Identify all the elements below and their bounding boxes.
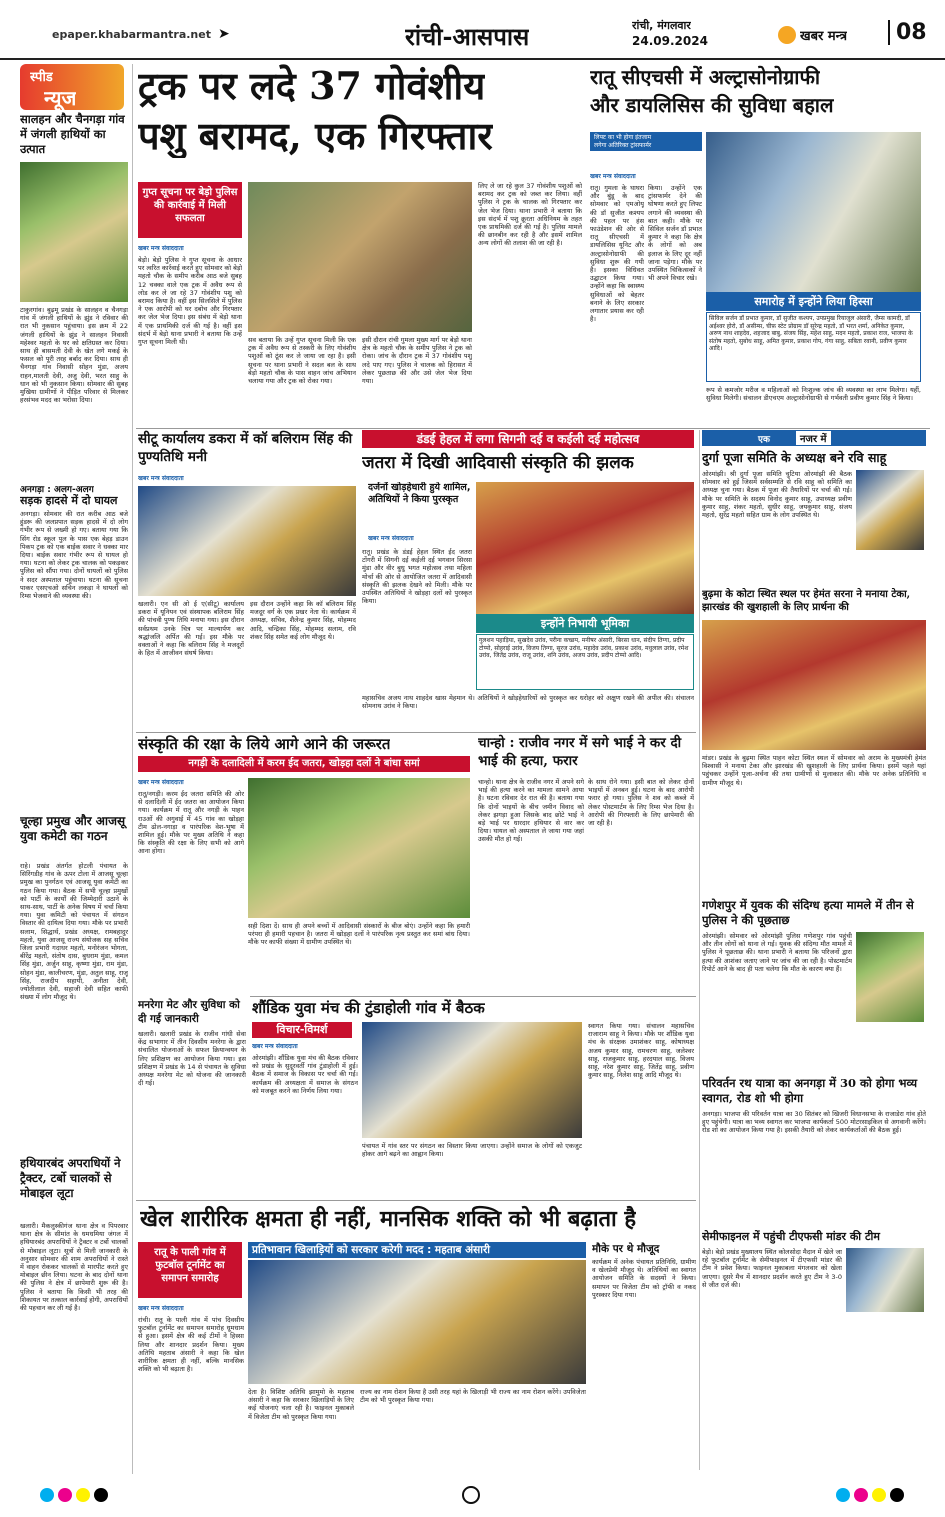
situ-photo bbox=[138, 486, 356, 596]
lead-story bbox=[136, 62, 584, 426]
lead-text-a: बेड़ो। बेड़ो पुलिस ने गुप्त सूचना के आधार पर त्वरित कार्रवाई करते हुए सोमवार को बेड़ो महतो चौक के समीप करीब आठ बजे सुबह 12 चक्का वाले एक ट्रक में अवैध रूप से लोड कर ले जा रहे 37 गोवंशीय पशु को बरामद किया है। वहीं इस सिलसिले में पुलिस ने एक आरोपी को घर दबोच और गिरफ्तार कर जेल भेज दिया। इस संबंध में बेड़ो थाना में एक प्राथमिकी दर्ज की गई है। वहीं इस संदर्भ में बेड़ो थाना प्रभारी ने बताया कि उन्हें गुप्त सूचना मिली थी। bbox=[138, 256, 242, 347]
karam-text-b: सही दिशा दें। साथ ही अपने बच्चों में आदिवासी संस्कारों के बीज बोएं। उन्होंने कहा कि हमारी परंपरा ही हमारी पहचान है। जतरा में खोड़हा दलों ने पारंपरिक नृत्य प्रस्तुत कर समां बांध दिया। मौके पर काफी संख्या में ग्रामीण उपस्थित थे। bbox=[248, 922, 470, 947]
left-story3-title: चूल्हा प्रमुख और आजसू युवा कमेटी का गठन bbox=[20, 814, 126, 843]
shaundik-headline: शौंडिक युवा मंच की टुंडाहोली गांव में बैठक bbox=[252, 999, 485, 1017]
row1-divider bbox=[136, 428, 930, 429]
cursor-icon: ➤ bbox=[218, 26, 230, 42]
chc-story bbox=[590, 64, 925, 426]
chc-text-b: किया। उन्होंने एक ट्रांसफार्मर देने की घोषणा करते हुए लिफ्ट लगाने की व्यवस्था की बात कही। मौके पर सिविल सर्जन डॉ प्रभात कुमार ने कहा कि क्षेत्र के लोगों को अब इलाज के लिए दूर नहीं जाना पड़ेगा। मौके पर उपस्थित चिकित्सकों ने भी अपने विचार रखे। bbox=[648, 184, 702, 283]
sports-kicker: रातू के पाली गांव में फुटबॉल टूर्नामेंट का समापन समारोह bbox=[138, 1242, 242, 1298]
lead-byline: खबर मन्त्र संवाददाता bbox=[138, 245, 184, 252]
lead-text-b: सव बताया कि उन्हें गुप्त सूचना मिली कि एक ट्रक में अवैध रूप से तस्करी के लिए गोवंशीय पशुओं को ठूंस कर ले जाया जा रहा है। इसी सूचना पर थाना प्रभारी ने सदल बल के साथ बेड़ो महतो चौक के पास वाहन जांच अभियान चलाया गया और ट्रक को रोका गया। bbox=[248, 336, 356, 386]
jatra-top-banner: डंडई हेहल में लगा सिगनी दई व कईली दई महोत्सव bbox=[362, 430, 694, 448]
lead-photo bbox=[248, 182, 472, 332]
sports-byline: खबर मन्त्र संवाददाता bbox=[138, 1305, 184, 1312]
sports-support-banner: प्रतिभावान खिलाड़ियों को सरकार करेगी मदद : महताब अंसारी bbox=[248, 1242, 586, 1258]
color-dot bbox=[76, 1488, 90, 1502]
chc-photo bbox=[706, 132, 921, 292]
jatra-byline: खबर मन्त्र संवाददाता bbox=[368, 535, 414, 542]
section-title: रांची-आसपास bbox=[405, 22, 530, 51]
nazar-tag2: नजर में bbox=[796, 431, 831, 445]
speed-badge-line1: स्पीड bbox=[30, 70, 53, 85]
lead-headline-2: पशु बरामद, एक गिरफ्तार bbox=[138, 114, 493, 158]
sports-text-c: राज्य का नाम रोशन किया है उसी तरह यहां के खिलाड़ी भी राज्य का नाम रोशन करेंगे। उपविजेता टीम को भी पुरस्कृत किया गया। bbox=[360, 1388, 586, 1405]
karam-byline: खबर मन्त्र संवाददाता bbox=[138, 779, 184, 786]
chc-names: सिविल सर्जन डॉ प्रभात कुमार, डॉ सुजीत कश्यप, उपप्रमुख रियाजुल अंसारी, जैम्स कामदी, डॉ अईश्वर होरो, डॉ असीम्स, चीफ़ स्टेट प्रोग्राम डॉ सुरेन्द्र महतो, डॉ भरत शर्मा, अनिकेत कुमार, अरुण नाथ शाहदेव, शहजाद बाबु, संजय सिंह, महेश साहु, मदन महतो, प्रकाश राज, भाजपा के संतोष महतो, सुबोध साहू, अमित कुमार, प्रकाश गोप, गंगा साहु, सबिता रवानी, प्रवीण कुमार आदि। bbox=[706, 312, 921, 382]
karam-photo bbox=[248, 778, 470, 918]
chc-headline-2: और डायलिसिस की सुविधा बहाल bbox=[590, 93, 834, 117]
situ-byline: खबर मन्त्र संवाददाता bbox=[138, 475, 184, 482]
sports-headline: खेल शारीरिक क्षमता ही नहीं, मानसिक शक्ति को भी बढ़ाता है bbox=[140, 1206, 637, 1232]
chc-headline-1: रातू सीएचसी में अल्ट्रासोनोग्राफी bbox=[590, 65, 821, 89]
situ-story bbox=[136, 430, 358, 730]
lead-text-d: लिए ले जा रहे कुल 37 गोवंशीय पशुओं को बरामद कर ट्रक को जब्त कर लिया। वहीं पुलिस ने ट्रक के चालक को गिरफ्तार कर जेल भेज दिया। थाना प्रभारी ने बताया कि इस संदर्भ में पशु क्रूरता अधिनियम के तहत एक प्राथमिकी दर्ज की गई है। पुलिस मामले की छानबीन कर रही है और इसमें शामिल अन्य लोगों की तलाश की जा रही है। bbox=[478, 182, 582, 248]
manrega-story bbox=[136, 998, 246, 1198]
sports-text-a: रांची। रातू के पाली गांव में पांच दिवसीय फुटबॉल टूर्नामेंट का समापन समारोह धूमधाम से हुआ। इसमें क्षेत्र की कई टीमों ने हिस्सा लिया और शानदार प्रदर्शन किया। मुख्य अतिथि महताब अंसारी ने कहा कि खेल शारीरिक क्षमता ही नहीं, बल्कि मानसिक शक्ति को भी बढ़ाता है। bbox=[138, 1316, 244, 1374]
left-story1-text: टाकुरगांव। बुढ़मू प्रखंड के सालहन व चैनगड़ा गांव में जंगली हाथियों के झुंड ने रविवार की रात भी नुकसान पहुंचाया। इस क्रम में 22 जंगली हाथियों के झुंड ने सालहन निवासी महेश्वर महतो के घर को क्षतिग्रस्त कर दिया। साथ ही बासमती देवी के खेत लगे मकई के फसल को पूरी तरह बर्बाद कर दिया। साथ ही चैनगड़ा गांव निवासी सोहन मुंडा, अजय राहन,मालती देवी, अजु देवी, भरत साहु के धान को भी नुकसान किया। सोमवार की सुबह मुखिया ग्रामीणों ने पीड़ित परिवार से मिलकर हरसंभव मदद का भरोसा दिया। bbox=[20, 306, 128, 405]
left-story2-kicker: अनगड़ा : अलग-अलग bbox=[20, 485, 94, 495]
row4-divider bbox=[136, 1200, 696, 1201]
nazar-tag-bar bbox=[702, 430, 926, 446]
situ-headline: सीटू कार्यालय डकरा में कॉ बलिराम सिंह की पुण्यतिथि मनी bbox=[138, 431, 353, 465]
shaundik-story bbox=[250, 998, 696, 1198]
color-dot bbox=[854, 1488, 868, 1502]
nazar-s1-title: दुर्गा पूजा समिति के अध्यक्ष बने रवि साहू bbox=[702, 450, 887, 465]
nazar-s3-text: ओरमांझी। सोमवार को ओरमांझी पुलिस गणेशपुर गांव पहुंची और तीन लोगों को थाना ले गई। युवक की संदिग्ध मौत मामले में पुलिस ने पूछताछ की। थाना प्रभारी ने बताया कि परिजनों द्वारा हत्या की आशंका जताए जाने पर जांच की जा रही है। पोस्टमार्टम रिपोर्ट आने के बाद ही पता चलेगा कि मौत के कारण क्या हैं। bbox=[702, 932, 852, 973]
brand-logo-icon bbox=[778, 26, 796, 44]
jatra-text-b: महासचिव अजय नाथ शाहदेव खास मेहमान थे। अतिथियों ने खोड़हेधारियों को पुरस्कृत कर धरोहर को अक्षुण रखने की अपील की। संचालन सोमनाथ उरांव ने किया। bbox=[362, 694, 694, 711]
opinion-tag: विचार-विमर्श bbox=[252, 1022, 352, 1038]
lead-headline-1: ट्रक पर लदे 37 गोवंशीय bbox=[138, 64, 486, 108]
chc-byline: खबर मन्त्र संवाददाता bbox=[590, 173, 636, 180]
chc-bullet-2: लगेगा अतिरिक्त ट्रांसफार्मर bbox=[594, 141, 652, 149]
sports-side-title: मौके पर थे मौजूद bbox=[592, 1243, 660, 1255]
jatra-story bbox=[362, 430, 696, 730]
situ-text-b: इस दौरान उन्होंने कहा कि कॉ बलिराम सिंह मजदूर वर्ग के एक प्रखर नेता थे। कार्यक्रम में अध्यक्ष, सचिव, शैलेन्द्र कुमार सिंह, मोहम्मद आदि, चन्द्रिका सिंह, मोहम्मद सलाम, रवि शंकर सिंह समेत कई लोग मौजूद थे। bbox=[250, 600, 356, 641]
karam-headline: संस्कृति की रक्षा के लिये आगे आने की जरूरत bbox=[138, 735, 391, 753]
karam-text-a: रातू/नगड़ी। करम ईद जतरा समिति की ओर से दलादिली में ईद जतरा का आयोजन किया गया। कार्यक्रम में रातू और नगड़ी के पाहन राउओं की अगुवाई में 45 गांव का खोड़हा टीम ढोल-नगाड़ा व पारंपरिक वेश-भूषा में शामिल हुई। मौके पर मुख्य अतिथि ने कहा कि संस्कृति की रक्षा के लिए सभी को आगे आना होगा। bbox=[138, 790, 244, 856]
sports-text-b: देता है। विशिष्ट अतिथि झामुमो के महताब अंसारी ने कहा कि सरकार खिलाड़ियों के लिए कई योजनाएं चला रही है। फाइनल मुकाबले में विजेता टीम को पुरस्कृत किया गया। bbox=[248, 1388, 354, 1421]
nazar-s4-text: अनगड़ा। भाजपा की परिवर्तन यात्रा का 30 सितंबर को खिजरी विधानसभा के राजाडेरा गांव होते हुए पहुंचेगी। यात्रा का भव्य स्वागत कर भाजपा कार्यकर्ता 500 मोटरसाइकिल से अगवानी करेंगे। रोड शो का आयोजन किया गया है। इसकी तैयारी को लेकर कार्यकर्ताओं की बैठक हुई। bbox=[702, 1110, 926, 1135]
nazar-s2-photo bbox=[702, 620, 926, 750]
left-story2-text: अनगड़ा। सोमवार की रात करीब आठ बजे हुंडरू की जलप्रपात सड़क हादसे में दो लोग गंभीर रूप से जख्मी हो गए। बताया गया कि सिंग रोड स्कूल पुल के पास एक बेहड़ डाउन पिकप ट्रक को एक बाईक सवार ने धक्का मार दिया। बाईक सवार गंभीर रूप से घायल हो गया। घटना को लेकर ट्रक चालक को पकड़कर पुलिस को सौंपा गया। दोनों घायलों को पुलिस ने सदर अस्पताल पहुंचाया। घटना की सूचना पाकर एसएचओ सचिन लकड़ा ने घायलों को रिम्स भेजवाने की व्यवस्था की। bbox=[20, 510, 128, 601]
chc-bullet-1: लिफ्ट का भी होगा इंतजाम bbox=[594, 134, 652, 141]
shaundik-text-a: ओरमांझी। शौंडिक युवा मंच की बैठक रविवार को प्रखंड के सुदूरवर्ती गांव टुंडाहोली में हुई। बैठक में समाज के विकास पर चर्चा की गई। कार्यक्रम की अध्यक्षता में समाज के संगठन को मजबूत करने का निर्णय लिया गया। bbox=[252, 1054, 358, 1095]
color-dot bbox=[94, 1488, 108, 1502]
registration-mark-icon bbox=[462, 1486, 480, 1504]
nazar-s2-title: बुढ़मा के कोटा स्थित स्थल पर हेमंत सरना ने मनाया टेका, झारखंड की खुशहाली के लिए प्रार्थना की bbox=[702, 589, 911, 613]
chanho-story bbox=[476, 734, 696, 996]
shaundik-byline: खबर मन्त्र संवाददाता bbox=[252, 1043, 298, 1050]
jatra-names: गुलशन पहाड़िया, सुखदेव उरांव, परीना कच्छप, मनीषर अंसारी, बिरसा धान, संदीप तिग्गा, प्रदीप टोप्पो, सोहराई उरांव, विजय तिग्गा, सूरज उरांव, महादेव उरांव, प्रकाश उरांव, मधुलाल उरांव, रमेश उरांव, जितेंद्र उरांव, राजू उरांव, शनि उरांव, अजय उरांव, प्रदीप टोप्पो आदि। bbox=[476, 634, 694, 690]
row2-divider bbox=[136, 732, 696, 733]
chc-photo-caption: समारोह में इन्होंने लिया हिस्सा bbox=[706, 292, 921, 311]
nazar-s1-text: ओरमांझी। श्री दुर्गा पूजा समिति चुटिया ओरमांझी की बैठक सोमवार को हुई जिसमें सर्वसम्मति से रवि साहू को समिति का अध्यक्ष चुना गया। बैठक में पूजा की तैयारियों पर चर्चा की गई। मौके पर समिति के सदस्य विनोद कुमार साहू, उपाध्यक्ष प्रवीण कुमार साहू, शंकर महतो, सुधीर साहू, जयकुमार साहू, संजय महतो, सुरेंद्र महतो सहित ग्राम के लोग उपस्थित थे। bbox=[702, 470, 852, 520]
left-story4-text: खलारी। मैकलुस्कीगंज थाना क्षेत्र व पिपरवार थाना क्षेत्र के सीमांत के धमधमिया जंगल में हथियारबंद अपराधियों ने ट्रैक्टर व टर्बो चालकों से मोबाइल लूटा। सूत्रों से मिली जानकारी के अनुसार सोमवार की शाम अपराधियों ने रास्ते में वाहन रोककर चालकों से मारपीट करते हुए मोबाइल छीन लिया। घटना के बाद दोनों थाना की पुलिस ने क्षेत्र में छापेमारी शुरू की है। पुलिस ने बताया कि किसी भी तरह की शिकायत पर तत्काल कार्रवाई होगी, अपराधियों की पहचान कर ली गई है। bbox=[20, 1222, 128, 1313]
nazar-s5-title: सेमीफाइनल में पहुंची टीएफसी मांडर की टीम bbox=[702, 1230, 880, 1243]
sports-photo bbox=[248, 1260, 586, 1384]
chanho-text-a: चान्हो। थाना क्षेत्र के राजीव नगर में अपने सगे भाई की हत्या करने का मामला सामने आया है। घटना रविवार देर रात की है। बताया गया कि दोनों भाइयों के बीच जमीन विवाद को लेकर झगड़ा हुआ जिसके बाद छोटे भाई ने बड़े भाई पर धारदार हथियार से वार कर दिया। घायल को अस्पताल ले जाया गया जहां उसकी मौत हो गई। bbox=[478, 778, 584, 844]
nazar-s1-portrait bbox=[856, 470, 924, 550]
speed-badge-line2: न्यूज bbox=[44, 86, 77, 110]
footer-color-marks bbox=[0, 1478, 945, 1517]
left-story2-title: सड़क हादसे में दो घायल bbox=[20, 494, 118, 507]
shaundik-text-c: स्वागत किया गया। संचालन महासचिव राजाराम साहू ने किया। मौके पर शौंडिक युवा मंच के संरक्षक उमाशंकर साहू, कोषाध्यक्ष अजय कुमार साहू, रामचरण साहू, जलेश्वर साहू, राजकुमार साहू, हरदयाल साहू, विजय साहू, नरेश कुमार साहू, जितेंद्र साहू, प्रवीण कुमार साहू, निलेश साहू आदि मौजूद थे। bbox=[588, 1022, 694, 1080]
color-dot bbox=[890, 1488, 904, 1502]
chanho-headline: चान्हो : राजीव नगर में सगे भाई ने कर दी भाई की हत्या, फरार bbox=[478, 735, 682, 769]
jatra-headline: जतरा में दिखी आदिवासी संस्कृति की झलक bbox=[362, 453, 634, 473]
jatra-kicker: दर्जनों खोड़हेधारी हुये शामिल, अतिथियों ने किया पुरस्कृत bbox=[368, 482, 471, 505]
situ-text-a: खलारी। एन सी ओ ई ए(सीटू) कार्यालय डकरा में यूनियन एवं संस्थापक बलिराम सिंह की पांचवी पुण्य तिथि मनाया गया। इस दौरान सर्वप्रथम उनके चित्र पर माल्यार्पण कर श्रद्धांजलि अर्पित की गई। इस मौके पर वक्ताओं ने कहा कि बलिराम सिंह ने मजदूरों के हित में आजीवन संघर्ष किया। bbox=[138, 600, 244, 658]
nazar-s4-title: परिवर्तन रथ यात्रा का अनगड़ा में 30 को होगा भव्य स्वागत, रोड शो भी होगा bbox=[702, 1076, 918, 1105]
sports-story bbox=[136, 1202, 696, 1472]
chc-text-c: रूप से कमजोर मरीज व महिलाओं को निःशुल्क जांच की व्यवस्था का लाभ मिलेगा। यहीं, सुविधा मिलेगी। संचालन डीएचएम अल्ट्रासोनोग्राफी से गर्भवती प्रवीण कुमार सिंह ने किया। bbox=[706, 386, 921, 403]
place-day: रांची, मंगलवार bbox=[632, 19, 691, 32]
shaundik-text-b: पंचायत में गांव स्तर पर संगठन का विस्तार किया जाएगा। उन्होंने समाज के लोगों को एकजुट होकर आगे बढ़ने का आह्वान किया। bbox=[362, 1142, 582, 1159]
jatra-text-a: रातू। प्रखंड के डंडई हेहल स्थित ईद जतरा टोंगरी में सिगनी दई कईली दई भगवान सिरसा मुंडा और वीर बुधु भगत महोत्सव तथा महिला मोर्चा की ओर से आयोजित जतरा में आदिवासी संस्कृति की झलक देखने को मिली। मौके पर उपस्थित अतिथियों ने खोड़हा दलों को पुरस्कृत किया। bbox=[362, 548, 472, 606]
lead-text-c: इसी दौरान रांची गुमला मुख्य मार्ग पर बेड़ो थाना क्षेत्र के महतो चौक के समीप पुलिस ने ट्रक को रोका। जांच के दौरान ट्रक में 37 गोवंशीय पशु लदे पाए गए। पुलिस ने चालक को हिरासत में लेकर पूछताछ की और उसे जेल भेज दिया गया। bbox=[362, 336, 472, 386]
nazar-s3-portrait bbox=[856, 932, 924, 1022]
nazar-tag: एक bbox=[758, 435, 770, 445]
left-story1-title: सालहन और चैनगड़ा गांव में जंगली हाथियों का उत्पात bbox=[20, 112, 125, 156]
left-story4-title: हथियारबंद अपराधियों ने ट्रैक्टर, टर्बो चालकों से मोबाइल लूटा bbox=[20, 1156, 121, 1200]
color-dot bbox=[836, 1488, 850, 1502]
left-story3-text: राहे। प्रखंड अंतर्गत होटली पंचायत के सिरिंगडीह गांव के ऊपर टोला में आजसू चूल्हा प्रमुख का पुनर्गठन एवं आजसू युवा कमेटी का गठन किया गया। बैठक में सभी चूल्हा प्रमुखों को पार्टी के कार्यों की जिम्मेदारी उठाने के साथ-साथ, पार्टी के अनेक विषय में चर्चा किया गया। युवा कमिटी को पंचायत में संगठन विस्तार की दायित्व दिया गया। मौके पर प्रभारी सलाम, सिद्धार्थ, प्रखंड अध्यक्ष, रामबहादुर महतो, युवा आजसू राज्य संयोजक सह सचिव जिला प्रभारी गदाधर महतो, मनोरंजन भोगता, बीरेंद्र महतो, संतोष दास, बुधराम मुंडा, कमल सिंह मुंडा, अर्जुन साहू, कृष्णा मुंडा, राम मुंडा, सोहन मुंडा, कालीचरण, मुंडा, अतुल साहू, राजू सिंह, राजदीप सहायी, अनीता देवी, ज्योतीलाल देवी, सहाजी देवी सहित काफी संख्या में लोग मौजूद थे। bbox=[20, 862, 128, 1002]
issue-date: 24.09.2024 bbox=[632, 34, 708, 48]
left-story1-photo bbox=[20, 162, 128, 302]
karam-kicker: नगड़ी के दलादिली में करम ईद जतरा, खोड़हा दलों ने बांधा समां bbox=[138, 756, 470, 772]
nazar-s2-text: मांडर। प्रखंड के बुढ़मा स्थित पाहन कोटा स्थित स्थल में सोमवार को अराम के मुख्यमंत्री हेमंत विश्वासी ने मनाया टेका और झारखंड की खुशहाली के लिए प्रार्थना किया। इसमें पहले यहां पहुंचकर उन्होंने पूजा-अर्चना की तथा ग्रामीणों से मुलाकात की। मौके पर अनेक प्रतिनिधि व ग्रामीण मौजूद थे। bbox=[702, 754, 926, 787]
nazar-column bbox=[702, 430, 926, 1470]
right-column-divider bbox=[699, 430, 700, 1470]
color-dot bbox=[40, 1488, 54, 1502]
manrega-headline: मनरेगा मेट और सुविधा को दी गई जानकारी bbox=[138, 999, 240, 1025]
nazar-s5-text: बेड़ो। बेड़ो प्रखंड मुख्यालय स्थित कोलसोदा मैदान में खेले जा रहे फुटबॉल टूर्नामेंट के सेमीफाइनल में टीएफसी मांडर की टीम ने प्रवेश किया। फाइनल मुकाबला मंगलवार को खेला जाएगा। दूसरे मैच में शानदार प्रदर्शन करते हुए टीम ने 3-0 से जीत दर्ज की। bbox=[702, 1248, 842, 1289]
chanho-text-b: के साथ रोने गया। इसी बात को लेकर दोनों भाइयों में अनबन हुई। घटना के बाद आरोपी फरार हो गया। पुलिस ने शव को कब्जे में लेकर पोस्टमार्टम के लिए रिम्स भेज दिया है। आरोपी की गिरफ्तारी के लिए छापेमारी की जा रही है। bbox=[588, 778, 694, 828]
brand-name: खबर मन्त्र bbox=[800, 29, 848, 44]
lead-kicker: गुप्त सूचना पर बेड़ो पुलिस की कार्रवाई में मिली सफलता bbox=[138, 182, 242, 238]
shaundik-photo bbox=[362, 1022, 582, 1138]
color-dot bbox=[872, 1488, 886, 1502]
color-dot bbox=[58, 1488, 72, 1502]
karam-story bbox=[136, 734, 472, 996]
row3-divider bbox=[250, 996, 696, 997]
left-column-divider bbox=[132, 64, 133, 1474]
chc-text-a: रातू। गुमला के घाघरा और बुंडू के बाद सोमवार को एमओयू की डॉ सुजीत कश्यप की पहल पर हंस फाउंडेशन की ओर से रातू सीएचसी में डायलिसिस यूनिट और अल्ट्रासोनोग्राफी की सुविधा शुरू की गयी है। इसका विधिवत उद्घाटन किया गया। उन्होंने कहा कि स्वास्थ्य सुविधाओं को बेहतर बनाने के लिए सरकार लगातार प्रयास कर रही है। bbox=[590, 184, 644, 324]
page-number: 08 bbox=[888, 20, 927, 45]
nazar-s5-photo bbox=[846, 1248, 924, 1312]
speed-news-badge bbox=[20, 64, 124, 110]
jatra-photo-caption: इन्होंने निभायी भूमिका bbox=[476, 614, 694, 633]
left-column bbox=[20, 112, 128, 1472]
sports-side-text: कार्यक्रम में अनेक पंचायत प्रतिनिधि, ग्रामीण व खेलप्रेमी मौजूद थे। अतिथियों का स्वागत आयोजन समिति के सदस्यों ने किया। समापन पर विजेता टीम को ट्रॉफी व नकद पुरस्कार दिया गया। bbox=[592, 1258, 696, 1299]
chc-bullets bbox=[590, 132, 702, 151]
masthead bbox=[0, 0, 945, 60]
site-url[interactable]: epaper.khabarmantra.net bbox=[52, 28, 211, 41]
jatra-photo bbox=[476, 482, 694, 614]
manrega-text: खलारी। खलारी प्रखंड के राजीव गांधी सेवा केंद्र सभागार में तीन दिवसीय मनरेगा के द्वारा संचालित योजनाओं के सफल क्रियान्वयन के लिए प्रशिक्षण का आयोजन किया गया। इस प्रशिक्षण में प्रखंड के 14 से पंचायत के सुविधा अध्यक्ष मनरेगा मेट को योजना की जानकारी दी गई। bbox=[138, 1030, 246, 1088]
nazar-s3-title: गणेशपुर में युवक की संदिग्ध हत्या मामले में तीन से पुलिस ने की पूछताछ bbox=[702, 898, 914, 927]
